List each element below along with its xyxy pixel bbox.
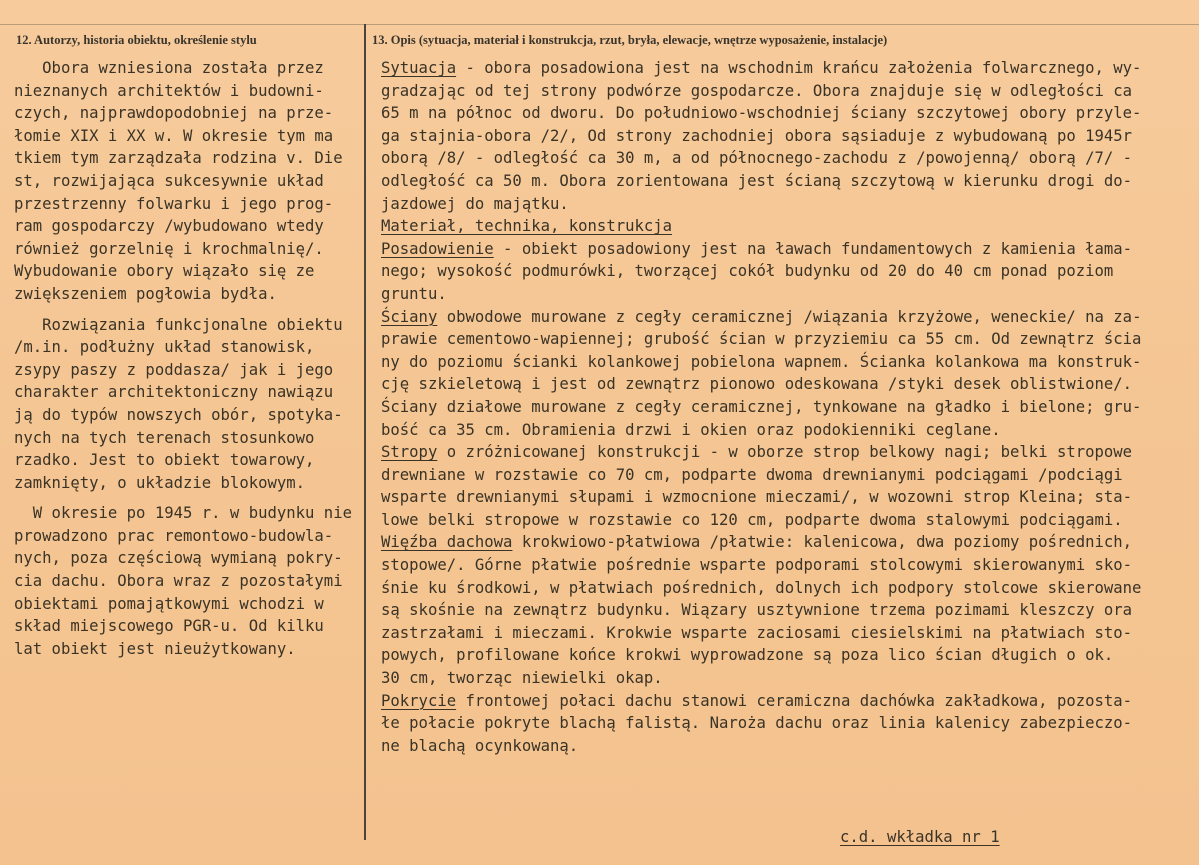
text-line: skład miejscowego PGR-u. Od kilku (14, 617, 324, 636)
text-line: czych, najprawdopodobniej na prze- (14, 104, 334, 123)
line-text: 65 m na północ od dworu. Do południowo-wschodniej ściany szczytowej obory przyle- (381, 104, 1142, 123)
section-heading: Więźba dachowa (381, 533, 513, 552)
text-line: łomie XIX i XX w. W okresie tym ma (14, 126, 334, 145)
text-line (381, 351, 1199, 374)
section-heading: Posadowienie (381, 239, 494, 258)
line-text: krokwiowo-płatwiowa /płatwie: kalenicowa, dwa poziomy pośrednich, (512, 533, 1133, 552)
text-line: zwiększeniem pogłowia bydła. (14, 284, 277, 303)
text-line (381, 419, 1199, 442)
text-line: ram gospodarczy /wybudowano wtedy (14, 217, 324, 236)
text-line (381, 554, 1199, 577)
text-line (381, 599, 1199, 622)
text-line (381, 215, 1199, 238)
text-line: nych na tych terenach stosunkowo (14, 428, 315, 447)
text-line (381, 373, 1199, 396)
text-line: tkiem tym zarządzała rodzina v. Die (14, 149, 343, 168)
text-line (381, 238, 1199, 261)
section-heading: Pokrycie (381, 691, 457, 710)
line-text: - obiekt posadowiony jest na ławach fundamentowych z kamienia łama- (493, 239, 1133, 258)
line-text: ny do poziomu ścianki kolankowej pobielona wapnem. Ścianka kolankowa ma konstruk- (381, 352, 1142, 371)
line-text: gradzając od tej strony podwórze gospodarcze. Obora znajduje się w odległości ca (381, 81, 1133, 100)
text-line (381, 57, 1199, 80)
line-text: o zróżnicowanej konstrukcji - w oborze strop belkowy nagi; belki stropowe (437, 443, 1133, 462)
text-line: charakter architektoniczny nawiązu (14, 383, 334, 402)
text-line (381, 283, 1199, 306)
line-text: bość ca 35 cm. Obramienia drzwi i okien oraz podokienniki ceglane. (381, 420, 1001, 439)
text-line: /m.in. podłużny układ stanowisk, (14, 338, 315, 357)
line-text: lowe belki stropowe w rozstawie co 120 cm, podparte dwoma stalowymi podciągami. (381, 510, 1123, 529)
text-line (381, 170, 1199, 193)
text-line (381, 102, 1199, 125)
continuation-note: c.d. wkładka nr 1 (840, 828, 1000, 846)
text-line: Obora wzniesiona została przez (14, 59, 324, 77)
text-line (381, 260, 1199, 283)
text-line: obiektami pomajątkowymi wchodzi w (14, 594, 324, 613)
line-text: śnie ku środkowi, w płatwiach pośrednich, dolnych ich podpory stolcowe skierowane (381, 578, 1142, 597)
right-section-header: 13. Opis (sytuacja, materiał i konstrukcja, rzut, bryła, elewacje, wnętrze wyposażenie, instalacje) (372, 33, 888, 47)
line-text: zastrzałami i mieczami. Krokwie wsparte zaciosami ciesielskimi na płatwiach sto- (381, 623, 1133, 642)
line-text: łe połacie pokryte blachą falistą. Naroża dachu oraz linia kalenicy zabezpieczo- (381, 714, 1133, 733)
text-line: lat obiekt jest nieużytkowany. (14, 639, 296, 658)
line-text: frontowej połaci dachu stanowi ceramiczna dachówka zakładkowa, pozosta- (456, 691, 1133, 710)
text-line (381, 712, 1199, 735)
line-text: cję szkieletową i jest od zewnątrz pionowo odeskowana /styki desek oblistwione/. (381, 375, 1133, 394)
line-text: wsparte drewnianymi słupami i wzmocnione mieczami/, w wozowni strop Kleina; sta- (381, 488, 1133, 507)
line-text: drewniane w rozstawie co 70 cm, podparte dwoma drewnianymi podciągami /podciągi (381, 465, 1123, 484)
text-line: ją do typów nowszych obór, spotyka- (14, 405, 343, 424)
section-heading: Stropy (381, 443, 438, 462)
text-line (381, 328, 1199, 351)
text-line: przestrzenny folwarku i jego prog- (14, 194, 334, 213)
text-line: rzadko. Jest to obiekt towarowy, (14, 451, 315, 470)
line-text: - obora posadowiona jest na wschodnim krańcu założenia folwarcznego, wy- (456, 59, 1142, 77)
line-text: ne blachą ocynkowaną. (381, 736, 579, 755)
description-column (381, 57, 1199, 757)
text-line (381, 441, 1199, 464)
authors-history-column (14, 57, 366, 660)
text-line: Rozwiązania funkcjonalne obiektu (14, 315, 343, 334)
line-text: są skośnie na zewnątrz budynku. Wiązary usztywnione trzema pozimami kleszczy ora (381, 601, 1133, 620)
text-line (381, 667, 1199, 690)
text-line (381, 306, 1199, 329)
text-line (381, 690, 1199, 713)
text-line (381, 80, 1199, 103)
top-rule (0, 24, 1199, 25)
line-text: obwodowe murowane z cegły ceramicznej /wiązania krzyżowe, weneckie/ na za- (437, 307, 1142, 326)
text-line: nych, poza częściową wymianą pokry- (14, 549, 343, 568)
text-line: st, rozwijająca sukcesywnie układ (14, 171, 324, 190)
text-line (381, 644, 1199, 667)
line-text: prawie cementowo-wapiennej; grubość ścian w przyziemiu ca 55 cm. Od zewnątrz ścia (381, 330, 1142, 349)
text-line: również gorzelnię i krochmalnię/. (14, 239, 324, 258)
text-line (381, 193, 1199, 216)
paragraph-gap (14, 306, 366, 314)
text-line (381, 125, 1199, 148)
text-line (381, 396, 1199, 419)
left-section-header: 12. Autorzy, historia obiektu, określenie stylu (16, 33, 257, 47)
section-heading: Sytuacja (381, 59, 457, 77)
text-line: zsypy paszy z poddasza/ jak i jego (14, 360, 334, 379)
text-line: nieznanych architektów i budowni- (14, 81, 324, 100)
text-line (381, 509, 1199, 532)
line-text: nego; wysokość podmurówki, tworzącej cokół budynku od 20 do 40 cm ponad poziom (381, 262, 1114, 281)
text-line (381, 622, 1199, 645)
text-line: Wybudowanie obory wiązało się ze (14, 262, 315, 281)
line-text: odległość ca 50 m. Obora zorientowana jest ścianą szczytową w kierunku drogi do- (381, 171, 1133, 190)
line-text: ga stajnia-obora /2/, Od strony zachodniej obora sąsiaduje z wybudowaną po 1945r (381, 126, 1133, 145)
text-line (381, 735, 1199, 758)
text-line (381, 577, 1199, 600)
text-line: prowadzono prac remontowo-budowla- (14, 526, 334, 545)
text-line (381, 531, 1199, 554)
text-line: zamknięty, o układzie blokowym. (14, 473, 306, 492)
line-text: Ściany działowe murowane z cegły ceramicznej, tynkowane na gładko i bielone; gru- (381, 397, 1142, 416)
section-heading: Materiał, technika, konstrukcja (381, 217, 673, 236)
section-heading: Ściany (381, 307, 438, 326)
line-text: stopowe/. Górne płatwie pośrednie wsparte podporami stolcowymi skierowanymi sko- (381, 556, 1133, 575)
text-line: W okresie po 1945 r. w budynku nie (14, 504, 352, 523)
text-line (381, 464, 1199, 487)
line-text: 30 cm, tworząc niewielki okap. (381, 669, 663, 688)
line-text: gruntu. (381, 284, 447, 303)
line-text: oborą /8/ - odległość ca 30 m, a od północnego-zachodu z /powojenną/ oborą /7/ - (381, 149, 1133, 168)
text-line: cia dachu. Obora wraz z pozostałymi (14, 572, 343, 591)
line-text: jazdowej do majątku. (381, 194, 569, 213)
paragraph-gap (14, 494, 366, 502)
line-text: powych, profilowane końce krokwi wyprowadzone są poza lico ścian długich o ok. (381, 646, 1114, 665)
text-line (381, 486, 1199, 509)
text-line (381, 147, 1199, 170)
